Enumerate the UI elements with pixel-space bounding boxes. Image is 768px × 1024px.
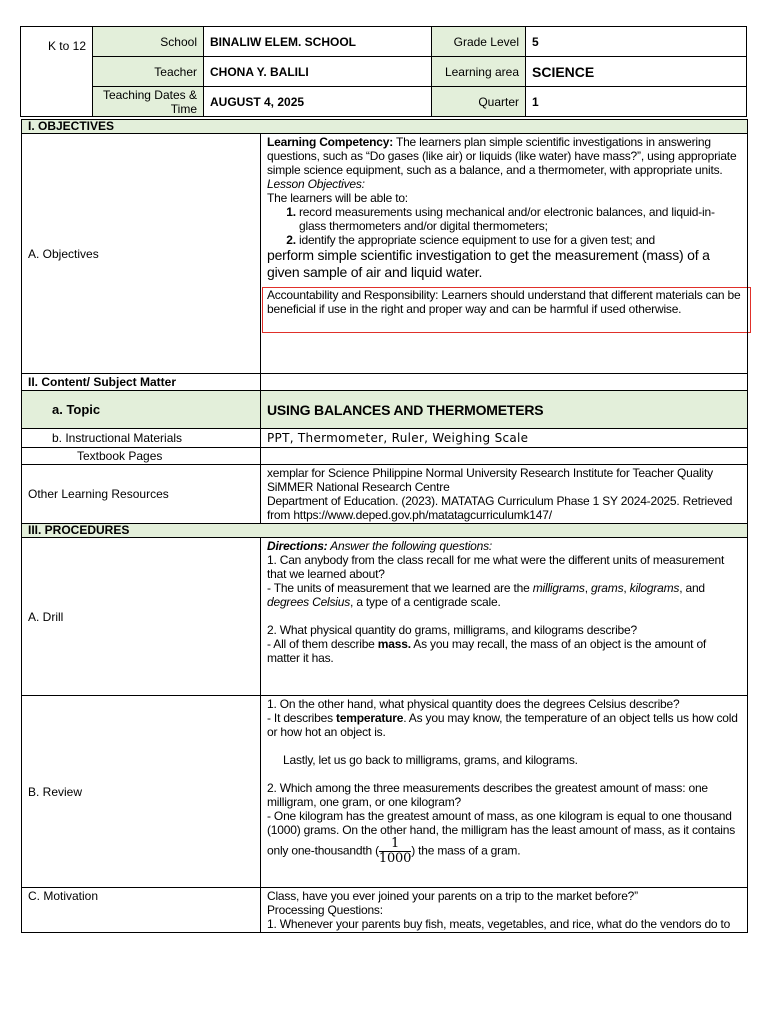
directions-text: Answer the following questions:	[327, 539, 493, 553]
drill-content	[261, 538, 748, 696]
objectives-row-label: A. Objectives	[22, 134, 261, 374]
textbook-pages-value	[261, 448, 748, 465]
learning-competency	[267, 135, 741, 177]
list-item: 1. record measurements using mechanical and/or electronic balances, and liquid-in-glass thermometers and/or digital thermometers;	[299, 205, 741, 233]
accountability-box	[262, 287, 751, 333]
resource-line: xemplar for Science Philippine Normal University Research Institute for Teacher Quality	[267, 466, 713, 480]
grade-level-label: Grade Level	[432, 27, 526, 57]
accountability-text: Accountability and Responsibility: Learners should understand that different materials can be beneficial if use in the right and proper way and can be harmful if used otherwise.	[267, 288, 741, 316]
teacher-label: Teacher	[93, 57, 204, 87]
motivation-line: 1. Whenever your parents buy fish, meats, vegetables, and rice, what do the vendors do to	[267, 917, 731, 931]
review-label: B. Review	[22, 696, 261, 888]
k-to-12-cell	[21, 27, 93, 117]
topic-value: USING BALANCES AND THERMOMETERS	[261, 391, 748, 429]
objectives-list	[267, 205, 741, 247]
k-to-12-label: K to 12	[47, 39, 86, 53]
school-label: School	[93, 27, 204, 57]
textbook-pages-label: Textbook Pages	[22, 448, 261, 465]
lesson-objectives-label: Lesson Objectives:	[267, 177, 365, 191]
fraction: $\frac{1}{1000}$	[378, 836, 412, 866]
teaching-dates-label: Teaching Dates & Time	[93, 87, 204, 117]
content-section-blank	[261, 374, 748, 391]
quarter-value: 1	[526, 87, 747, 117]
review-content	[261, 696, 748, 888]
resource-line: Department of Education. (2023). MATATAG Curriculum Phase 1 SY 2024-2025. Retrieved from https://www.deped.gov.ph/matatagcurriculumk147/	[267, 494, 733, 522]
lesson-plan-table	[21, 119, 748, 933]
motivation-content	[261, 888, 748, 933]
objective-item-3: perform simple scientific investigation to get the measurement (mass) of a given sample of air and liquid water.	[267, 247, 710, 280]
topic-label: a. Topic	[22, 391, 261, 429]
resource-line: SiMMER National Research Centre	[267, 480, 450, 494]
materials-label: b. Instructional Materials	[22, 429, 261, 448]
other-resources-value	[261, 465, 748, 524]
grade-level-value: 5	[526, 27, 747, 57]
procedures-section-title: III. PROCEDURES	[22, 524, 748, 538]
review-question-2: 2. Which among the three measurements describes the greatest amount of mass: one milligram, one gram, or one kilogram?	[267, 781, 708, 809]
learning-area-label: Learning area	[432, 57, 526, 87]
learning-area-value: SCIENCE	[526, 57, 747, 87]
header-table	[20, 26, 747, 117]
motivation-label: C. Motivation	[22, 888, 261, 933]
other-resources-label: Other Learning Resources	[22, 465, 261, 524]
competency-text: The learners plan simple scientific investigations in answering questions, such as “Do gases (like air) or liquids (like water) have mass?”, using appropriate simple science equipment, such as a balance, and a thermometer, with appropriate units.	[267, 135, 737, 177]
drill-question-2: 2. What physical quantity do grams, milligrams, and kilograms describe?	[267, 623, 637, 637]
objectives-content	[261, 134, 748, 374]
materials-value: PPT, Thermometer, Ruler, Weighing Scale	[261, 429, 748, 448]
teaching-dates-value: AUGUST 4, 2025	[204, 87, 432, 117]
motivation-line: Processing Questions:	[267, 903, 383, 917]
list-item: 2. identify the appropriate science equipment to use for a given test; and	[299, 233, 741, 247]
motivation-line: Class, have you ever joined your parents on a trip to the market before?”	[267, 889, 638, 903]
directions-label: Directions:	[267, 539, 328, 553]
review-answer-1: - It describes temperature. As you may know, the temperature of an object tells us how cold or how hot an object is.	[267, 711, 738, 739]
drill-answer-1: - The units of measurement that we learned are the milligrams, grams, kilograms, and degrees Celsius, a type of a centigrade scale.	[267, 581, 705, 609]
competency-label: Learning Competency:	[267, 135, 394, 149]
quarter-label: Quarter	[432, 87, 526, 117]
review-answer-2-end: only one-thousandth ( $\frac{1}{1000}$ ) the mass of a gram.	[267, 836, 521, 866]
teacher-value: CHONA Y. BALILI	[204, 57, 432, 87]
able-text: The learners will be able to:	[267, 191, 408, 205]
drill-answer-2: - All of them describe mass. As you may recall, the mass of an object is the amount of matter it has.	[267, 637, 707, 665]
objectives-section-title: I. OBJECTIVES	[22, 120, 748, 134]
drill-question-1: 1. Can anybody from the class recall for me what were the different units of measurement that we learned about?	[267, 553, 725, 581]
review-lastly: Lastly, let us go back to milligrams, grams, and kilograms.	[283, 753, 578, 767]
review-answer-2: - One kilogram has the greatest amount of mass, as one kilogram is equal to one thousand (1000) grams. On the other hand, the milligram has the least amount of mass, as it contains	[267, 809, 736, 837]
review-question-1: 1. On the other hand, what physical quantity does the degrees Celsius describe?	[267, 697, 680, 711]
school-value: BINALIW ELEM. SCHOOL	[204, 27, 432, 57]
drill-label: A. Drill	[22, 538, 261, 696]
content-section-title: II. Content/ Subject Matter	[22, 374, 261, 391]
